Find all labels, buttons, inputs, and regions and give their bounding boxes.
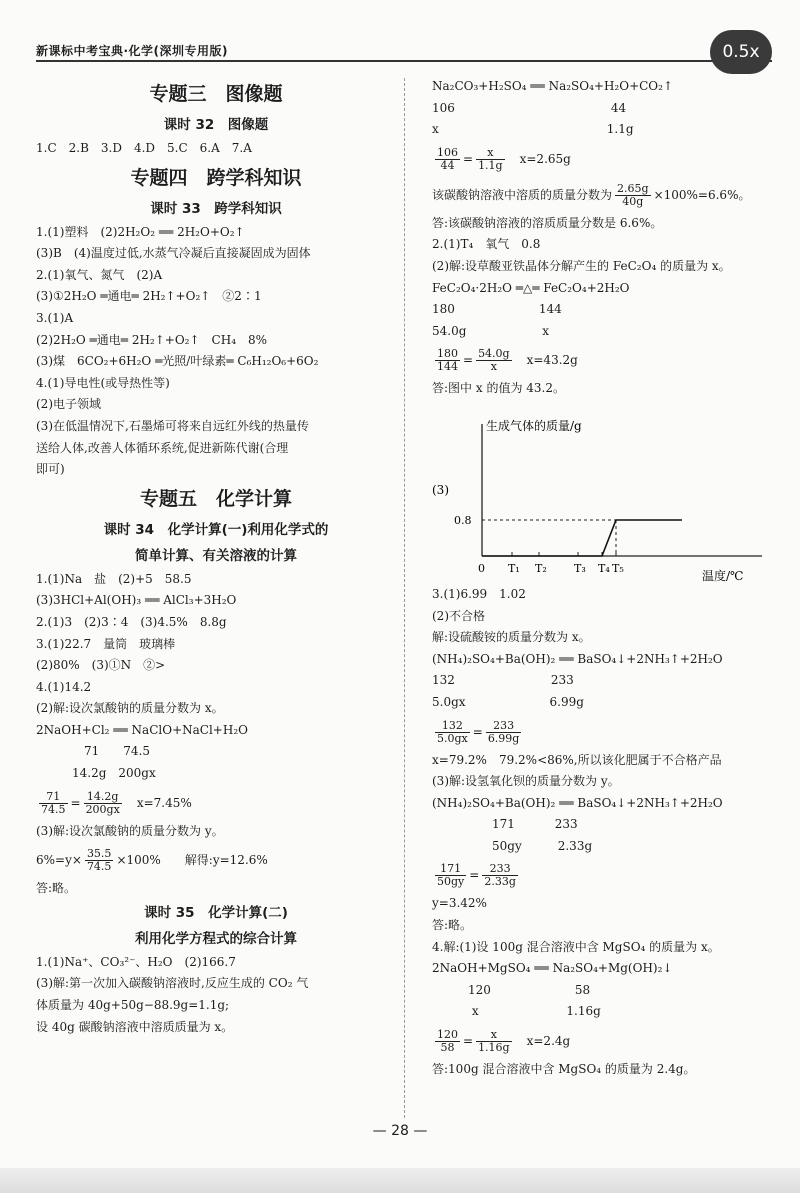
answer-line: 4.(1)14.2	[36, 679, 92, 694]
answer-line: 132 233	[432, 673, 574, 688]
answer-line: 2.(1)氧气、氮气 (2)A	[36, 267, 163, 282]
answer-line: 3.(1)A	[36, 310, 74, 325]
fraction: $\frac{2.65g}{40g}$	[617, 181, 649, 208]
answer-line: Na₂CO₃+H₂SO₄ ══ Na₂SO₄+H₂O+CO₂↑	[432, 79, 674, 93]
answer-line: (3)在低温情况下,石墨烯可将来自远红外线的热量传	[36, 418, 309, 433]
page-number: — 28 —	[372, 1123, 428, 1139]
lesson-heading: 课时 34 化学计算(一)利用化学式的	[103, 521, 329, 538]
x-tick-label: T₁	[508, 561, 520, 575]
fraction: $\frac{14.2g}{200gx}$	[85, 789, 120, 816]
left-column	[36, 76, 396, 1038]
answer-line: x 1.16g	[432, 1004, 601, 1019]
section-heading: 专题四 跨学科知识	[130, 166, 302, 189]
answer-line: 答:100g 混合溶液中含 MgSO₄ 的质量为 2.4g。	[432, 1062, 696, 1077]
fraction: $\frac{180}{144}$	[437, 347, 458, 374]
answer-line: 答:略。	[36, 881, 77, 896]
answer-line: 2.(1)3 (2)3∶4 (3)4.5% 8.8g	[36, 614, 227, 629]
answer-line: (3)B (4)温度过低,水蒸气冷凝后直接凝固成为固体	[36, 246, 311, 261]
text-run: ×100% 解得:y=12.6%	[116, 853, 268, 868]
text-run: =	[463, 1034, 474, 1049]
answer-line: (NH₄)₂SO₄+Ba(OH)₂ ══ BaSO₄↓+2NH₃↑+2H₂O	[432, 651, 723, 666]
x-tick-label: T₄	[598, 561, 610, 575]
fraction: $\frac{x}{1.1g}$	[478, 145, 503, 172]
text-run: =	[469, 868, 480, 883]
answer-line: 答:略。	[432, 918, 473, 933]
answer-line: (3)①2H₂O ═通电═ 2H₂↑+O₂↑ ②2∶1	[36, 289, 262, 304]
part-label: (3)	[432, 482, 449, 497]
answer-line: (3)解:设次氯酸钠的质量分数为 y。	[36, 823, 224, 838]
answer-line: (2)解:设次氯酸钠的质量分数为 x。	[36, 701, 224, 716]
answer-line: x 1.1g	[432, 122, 634, 137]
fraction-line	[432, 342, 777, 378]
right-column	[432, 76, 777, 1081]
fraction: $\frac{233}{2.33g}$	[484, 862, 516, 889]
column-divider	[404, 78, 405, 1118]
text-run: =	[463, 353, 474, 368]
fraction: $\frac{54.0g}{x}$	[478, 347, 510, 374]
running-header: 新课标中考宝典·化学(深圳专用版)	[36, 44, 229, 58]
fraction: $\frac{171}{50gy}$	[437, 862, 465, 889]
y-axis-label: 生成气体的质量/g	[486, 418, 582, 433]
text-run: x=7.45%	[124, 795, 192, 810]
text-run: =	[463, 151, 474, 166]
answer-line: 解:设硫酸铵的质量分数为 x。	[432, 630, 591, 645]
right-bottom-section	[432, 584, 777, 1081]
answer-line: 1.C 2.B 3.D 4.D 5.C 6.A 7.A	[36, 141, 252, 155]
x-tick-label: T₃	[574, 561, 586, 575]
answer-line: 14.2g 200gx	[36, 766, 156, 781]
answer-line: 171 233	[432, 817, 578, 832]
chart-svg	[432, 404, 772, 584]
fraction: $\frac{233}{6.99g}$	[487, 718, 520, 745]
y-tick-label: 0.8	[454, 513, 472, 527]
fraction-line	[432, 177, 777, 213]
fraction-line	[36, 785, 396, 821]
answer-line: 2NaOH+Cl₂ ══ NaClO+NaCl+H₂O	[36, 722, 248, 737]
answer-line: 1.(1)Na⁺、CO₃²⁻、H₂O (2)166.7	[36, 954, 236, 969]
answer-line: (2)2H₂O ═通电═ 2H₂↑+O₂↑ CH₄ 8%	[36, 332, 268, 347]
x-axis-label: 温度/℃	[702, 568, 744, 583]
answer-line: 5.0gx 6.99g	[432, 694, 584, 709]
text-run: ×100%=6.6%。	[653, 187, 751, 202]
fraction-line	[36, 842, 396, 878]
answer-line: (NH₄)₂SO₄+Ba(OH)₂ ══ BaSO₄↓+2NH₃↑+2H₂O	[432, 795, 723, 810]
answer-line: 1.(1)塑料 (2)2H₂O₂ ══ 2H₂O+O₂↑	[36, 224, 245, 239]
right-top-section	[432, 76, 777, 400]
lesson-heading: 利用化学方程式的综合计算	[135, 930, 297, 947]
lesson-heading: 课时 35 化学计算(二)	[144, 904, 288, 921]
fraction: $\frac{35.5}{74.5}$	[86, 847, 112, 874]
text-run: x=2.4g	[514, 1034, 571, 1049]
answer-line: (2)不合格	[432, 608, 485, 623]
answer-line: 4.(1)导电性(或导热性等)	[36, 375, 170, 390]
answer-line: (3)3HCl+Al(OH)₃ ══ AlCl₃+3H₂O	[36, 593, 237, 608]
answer-line: 120 58	[432, 982, 591, 997]
x-tick-label: 0	[478, 561, 485, 575]
answer-line: 106 44	[432, 100, 627, 115]
page-edge	[0, 1168, 800, 1193]
header-rule	[36, 60, 772, 62]
x-tick-label: T₅	[612, 561, 624, 575]
lesson-heading: 课时 33 跨学科知识	[150, 200, 282, 217]
lesson-heading: 简单计算、有关溶液的计算	[135, 547, 297, 564]
text-run: =	[70, 795, 81, 810]
answer-line: 体质量为 40g+50g−88.9g=1.1g;	[36, 998, 230, 1013]
answer-line: 3.(1)22.7 量筒 玻璃棒	[36, 636, 176, 651]
section-heading: 专题五 化学计算	[139, 487, 292, 510]
fraction-line	[432, 141, 777, 177]
answer-line: 1.(1)Na 盐 (2)+5 58.5	[36, 571, 192, 586]
fraction: $\frac{x}{1.16g}$	[478, 1028, 510, 1055]
fraction: $\frac{132}{5.0gx}$	[437, 718, 468, 745]
answer-line: (3)解:第一次加入碳酸钠溶液时,反应生成的 CO₂ 气	[36, 976, 309, 991]
answer-line: 即可)	[36, 462, 65, 477]
answer-line: 3.(1)6.99 1.02	[432, 586, 526, 601]
answer-line: 答:该碳酸钠溶液的溶质质量分数是 6.6%。	[432, 215, 663, 230]
text-run: 6%=y×	[36, 853, 82, 868]
lesson-heading: 课时 32 图像题	[163, 117, 269, 133]
answer-line: 180 144	[432, 302, 562, 317]
x-tick-label: T₂	[535, 561, 547, 575]
answer-line: (3)煤 6CO₂+6H₂O ═光照/叶绿素═ C₆H₁₂O₆+6O₂	[36, 354, 319, 369]
answer-line: 71 74.5	[36, 744, 150, 759]
gas-mass-chart	[432, 404, 777, 584]
text-run: =	[472, 724, 483, 739]
text-run: x=43.2g	[514, 353, 578, 368]
text-run: 该碳酸钠溶液中溶质的质量分数为	[432, 187, 613, 202]
fraction: $\frac{120}{58}$	[437, 1028, 458, 1055]
fraction-line	[432, 857, 777, 893]
fraction: $\frac{71}{74.5}$	[41, 789, 66, 816]
fraction-line	[432, 714, 777, 750]
answer-line: 答:图中 x 的值为 43.2。	[432, 381, 565, 396]
answer-line: 送给人体,改善人体循环系统,促进新陈代谢(合理	[36, 440, 289, 455]
fraction-line	[432, 1023, 777, 1059]
answer-line: (2)解:设草酸亚铁晶体分解产生的 FeC₂O₄ 的质量为 x。	[432, 258, 731, 273]
answer-line: 4.解:(1)设 100g 混合溶液中含 MgSO₄ 的质量为 x。	[432, 939, 720, 954]
zoom-badge[interactable]: 0.5x	[710, 30, 772, 74]
answer-line: x=79.2% 79.2%<86%,所以该化肥属于不合格产品	[432, 752, 722, 767]
answer-line: 设 40g 碳酸钠溶液中溶质质量为 x。	[36, 1019, 234, 1034]
answer-line: (2)电子领域	[36, 397, 101, 412]
answer-line: 54.0g x	[432, 323, 549, 338]
answer-line: 2.(1)T₄ 氧气 0.8	[432, 237, 541, 252]
section-heading: 专题三 图像题	[149, 83, 283, 105]
answer-line: y=3.42%	[432, 896, 487, 911]
answer-line: (2)80% (3)①N ②>	[36, 658, 166, 673]
fraction: $\frac{106}{44}$	[437, 145, 458, 172]
answer-line: 2NaOH+MgSO₄ ══ Na₂SO₄+Mg(OH)₂↓	[432, 961, 673, 976]
data-series-line	[482, 520, 682, 556]
text-run: x=2.65g	[507, 151, 571, 166]
answer-line: FeC₂O₄·2H₂O ═△═ FeC₂O₄+2H₂O	[432, 280, 630, 295]
answer-line: 50gy 2.33g	[432, 838, 593, 853]
answer-line: (3)解:设氢氧化钡的质量分数为 y。	[432, 774, 620, 789]
